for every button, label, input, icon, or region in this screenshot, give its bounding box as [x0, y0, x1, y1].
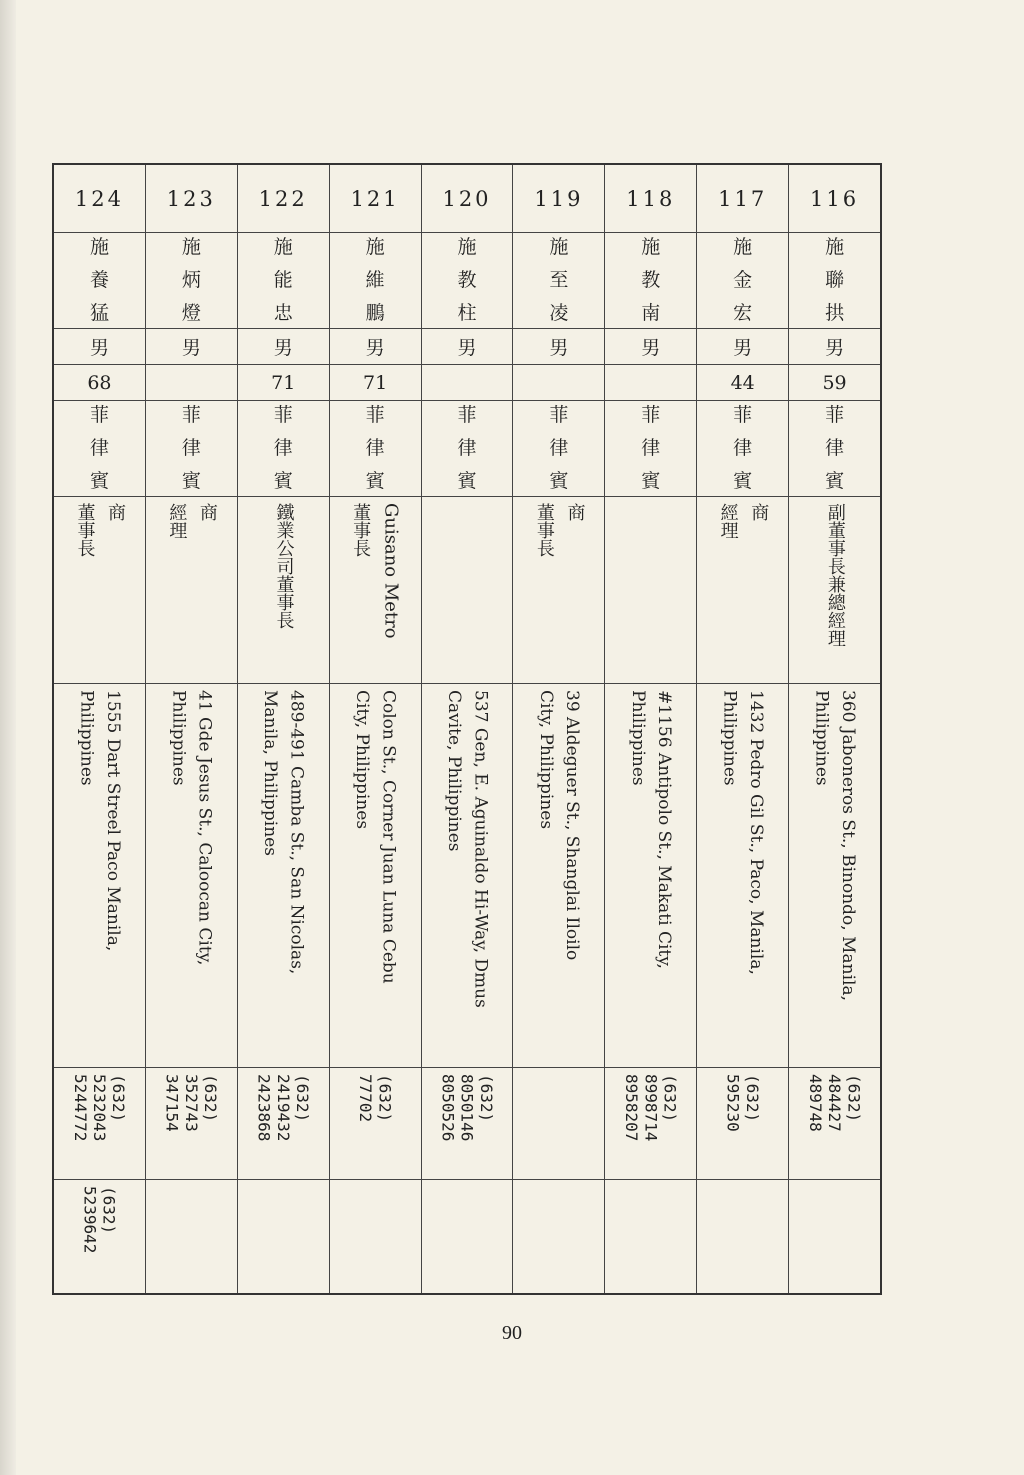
title-cell	[422, 497, 513, 684]
id-cell	[54, 165, 145, 233]
title-cell	[697, 497, 788, 684]
name-char: 教	[641, 268, 661, 291]
phone-cell	[605, 1068, 696, 1180]
nationality-char: 菲	[273, 403, 293, 426]
name-cell	[697, 233, 788, 329]
name-char: 炳	[181, 268, 201, 291]
age-cell	[238, 365, 329, 401]
age-cell	[330, 365, 421, 401]
job-title: 商 經理	[166, 503, 218, 539]
name-char: 拱	[825, 302, 845, 325]
name-cell	[605, 233, 696, 329]
name-char: 施	[273, 235, 293, 258]
fax-cell	[146, 1180, 237, 1293]
address-cell	[422, 684, 513, 1068]
job-title: 商 董事長	[533, 503, 586, 557]
sex-cell	[697, 329, 788, 365]
name-char: 鵬	[365, 302, 385, 325]
name-char: 忠	[273, 302, 293, 325]
nationality-char: 律	[273, 436, 293, 459]
phone-cell	[513, 1068, 604, 1180]
age-value: 71	[363, 371, 388, 394]
age-value: 71	[271, 371, 296, 394]
name-char: 施	[181, 235, 201, 258]
job-title: 鐵業公司董事長	[273, 503, 295, 629]
name-char: 聯	[825, 268, 845, 291]
nationality-cell	[422, 401, 513, 497]
address-cell	[54, 684, 145, 1068]
sex-value: 男	[89, 337, 109, 359]
fax-text: (632) 5239642	[80, 1186, 119, 1254]
fax-cell	[330, 1180, 421, 1293]
title-cell	[238, 497, 329, 684]
id-cell	[697, 165, 788, 233]
nationality-char: 菲	[549, 403, 569, 426]
sex-cell	[146, 329, 237, 365]
nationality-cell	[513, 401, 604, 497]
entry-number: 116	[810, 186, 860, 211]
title-cell	[513, 497, 604, 684]
table-column	[697, 165, 789, 1293]
name-char: 維	[365, 268, 385, 291]
sex-cell	[54, 329, 145, 365]
address-text: 39 Aldeguer St., Shanglai Iloilo City, Philippines	[535, 690, 583, 961]
sex-cell	[422, 329, 513, 365]
address-cell	[789, 684, 880, 1068]
age-value: 68	[87, 371, 112, 394]
name-char: 養	[89, 268, 109, 291]
name-char: 金	[733, 268, 753, 291]
fax-cell	[605, 1180, 696, 1293]
title-cell	[54, 497, 145, 684]
nationality-char: 律	[825, 436, 845, 459]
nationality-char: 律	[641, 436, 661, 459]
age-cell	[513, 365, 604, 401]
age-value	[513, 365, 604, 400]
nationality-char: 賓	[457, 470, 477, 493]
sex-cell	[330, 329, 421, 365]
nationality-char: 律	[365, 436, 385, 459]
nationality-char: 菲	[457, 403, 477, 426]
phone-cell	[697, 1068, 788, 1180]
nationality-char: 賓	[89, 470, 109, 493]
sex-cell	[513, 329, 604, 365]
entry-number: 121	[350, 186, 400, 211]
name-char: 燈	[181, 302, 201, 325]
nationality-char: 律	[733, 436, 753, 459]
name-char: 施	[457, 235, 477, 258]
nationality-char: 菲	[365, 403, 385, 426]
id-cell	[422, 165, 513, 233]
name-cell	[422, 233, 513, 329]
name-char: 柱	[457, 302, 477, 325]
name-char: 施	[549, 235, 569, 258]
fax-cell	[513, 1180, 604, 1293]
age-value	[422, 365, 513, 400]
name-cell	[330, 233, 421, 329]
sex-cell	[605, 329, 696, 365]
phone-text: (632) 77702	[356, 1074, 395, 1123]
phone-text: (632) 595230	[723, 1074, 762, 1132]
name-char: 施	[825, 235, 845, 258]
nationality-char: 賓	[641, 470, 661, 493]
nationality-char: 賓	[181, 470, 201, 493]
table-column	[605, 165, 697, 1293]
nationality-char: 菲	[733, 403, 753, 426]
name-char: 施	[733, 235, 753, 258]
nationality-cell	[146, 401, 237, 497]
address-text: 489-491 Camba St., San Nicolas, Manila, Philippines	[260, 690, 307, 975]
sex-value: 男	[181, 337, 201, 359]
nationality-char: 菲	[825, 403, 845, 426]
address-cell	[238, 684, 329, 1068]
phone-text: (632) 352743 347154	[162, 1074, 221, 1132]
nationality-cell	[238, 401, 329, 497]
address-text: 537 Gen, E. Aguinaldo Hi-Way, Dmus Cavite, Philippines	[444, 690, 491, 1008]
address-cell	[605, 684, 696, 1068]
nationality-char: 賓	[733, 470, 753, 493]
fax-cell	[54, 1180, 145, 1293]
nationality-cell	[330, 401, 421, 497]
entry-number: 120	[442, 186, 492, 211]
age-value	[605, 365, 696, 400]
nationality-char: 賓	[365, 470, 385, 493]
address-text: 1555 Dart Streel Paco Manila, Philippines	[76, 690, 123, 952]
sex-value: 男	[365, 337, 385, 359]
address-text: 360 Jaboneros St., Binondo, Manila, Philippines	[811, 690, 858, 1001]
sex-value: 男	[273, 337, 293, 359]
address-cell	[146, 684, 237, 1068]
name-char: 施	[641, 235, 661, 258]
job-title: 副董事長兼總經理	[824, 503, 846, 647]
age-cell	[789, 365, 880, 401]
name-char: 能	[273, 268, 293, 291]
name-cell	[146, 233, 237, 329]
title-cell	[605, 497, 696, 684]
name-char: 施	[89, 235, 109, 258]
nationality-cell	[54, 401, 145, 497]
address-cell	[513, 684, 604, 1068]
age-cell	[605, 365, 696, 401]
sex-value: 男	[825, 337, 845, 359]
entry-number: 123	[166, 186, 216, 211]
name-cell	[54, 233, 145, 329]
nationality-char: 菲	[641, 403, 661, 426]
age-cell	[54, 365, 145, 401]
address-cell	[330, 684, 421, 1068]
table-column	[330, 165, 422, 1293]
age-cell	[422, 365, 513, 401]
name-char: 南	[641, 302, 661, 325]
age-cell	[697, 365, 788, 401]
nationality-cell	[789, 401, 880, 497]
name-char: 猛	[89, 302, 109, 325]
name-char: 教	[457, 268, 477, 291]
title-cell	[789, 497, 880, 684]
table-column	[238, 165, 330, 1293]
id-cell	[513, 165, 604, 233]
fax-cell	[697, 1180, 788, 1293]
nationality-char: 律	[181, 436, 201, 459]
entry-number: 119	[534, 186, 584, 211]
name-cell	[789, 233, 880, 329]
nationality-char: 律	[89, 436, 109, 459]
table-column	[422, 165, 514, 1293]
title-cell	[330, 497, 421, 684]
job-title: 商 經理	[717, 503, 770, 539]
name-char: 施	[365, 235, 385, 258]
fax-cell	[422, 1180, 513, 1293]
phone-cell	[146, 1068, 237, 1180]
phone-cell	[789, 1068, 880, 1180]
entry-number: 124	[74, 186, 124, 211]
sex-cell	[789, 329, 880, 365]
phone-cell	[54, 1068, 145, 1180]
address-text: Colon St., Corner Juan Luna Cebu City, Philippines	[352, 690, 399, 984]
member-table	[52, 163, 882, 1295]
sex-value: 男	[457, 337, 477, 359]
fax-cell	[789, 1180, 880, 1293]
sex-value: 男	[733, 337, 753, 359]
nationality-char: 律	[549, 436, 569, 459]
sex-cell	[238, 329, 329, 365]
phone-text: (632) 2419432 2423868	[254, 1074, 312, 1142]
entry-number: 122	[258, 186, 308, 211]
nationality-char: 菲	[181, 403, 201, 426]
address-text: #1156 Antipolo St., Makati City, Philippines	[627, 690, 675, 969]
name-char: 至	[549, 268, 569, 291]
entry-number: 118	[626, 186, 676, 211]
id-cell	[330, 165, 421, 233]
address-text: 1432 Pedro Gil St., Paco, Manila, Philippines	[719, 690, 767, 975]
nationality-char: 賓	[825, 470, 845, 493]
nationality-char: 賓	[273, 470, 293, 493]
sex-value: 男	[549, 337, 569, 359]
phone-text: (632) 8050146 8050526	[438, 1074, 496, 1142]
age-value: 59	[822, 371, 847, 394]
phone-cell	[238, 1068, 329, 1180]
id-cell	[146, 165, 237, 233]
id-cell	[238, 165, 329, 233]
nationality-char: 賓	[549, 470, 569, 493]
name-cell	[513, 233, 604, 329]
table-column	[146, 165, 238, 1293]
id-cell	[789, 165, 880, 233]
page-number: 90	[502, 1322, 522, 1344]
age-cell	[146, 365, 237, 401]
job-title: Guisano Metro 董事長	[350, 503, 402, 639]
age-value: 44	[730, 371, 755, 394]
job-title: 商 董事長	[74, 503, 127, 557]
phone-text: (632) 484427 489748	[805, 1074, 864, 1132]
address-text: 41 Gde Jesus St., Caloocan City, Philippines	[168, 690, 215, 966]
page-edge-shadow	[0, 0, 16, 1475]
address-cell	[697, 684, 788, 1068]
table-column	[54, 165, 146, 1293]
name-char: 宏	[733, 302, 753, 325]
nationality-char: 菲	[89, 403, 109, 426]
title-cell	[146, 497, 237, 684]
phone-cell	[330, 1068, 421, 1180]
phone-cell	[422, 1068, 513, 1180]
nationality-cell	[697, 401, 788, 497]
name-cell	[238, 233, 329, 329]
fax-cell	[238, 1180, 329, 1293]
id-cell	[605, 165, 696, 233]
entry-number: 117	[718, 186, 768, 211]
nationality-char: 律	[457, 436, 477, 459]
phone-text: (632) 5232043 5244772	[70, 1074, 129, 1142]
table-column	[513, 165, 605, 1293]
table-column	[789, 165, 880, 1293]
name-char: 凌	[549, 302, 569, 325]
nationality-cell	[605, 401, 696, 497]
phone-text: (632) 8998714 8958207	[622, 1074, 680, 1142]
sex-value: 男	[641, 337, 661, 359]
age-value	[146, 365, 237, 400]
